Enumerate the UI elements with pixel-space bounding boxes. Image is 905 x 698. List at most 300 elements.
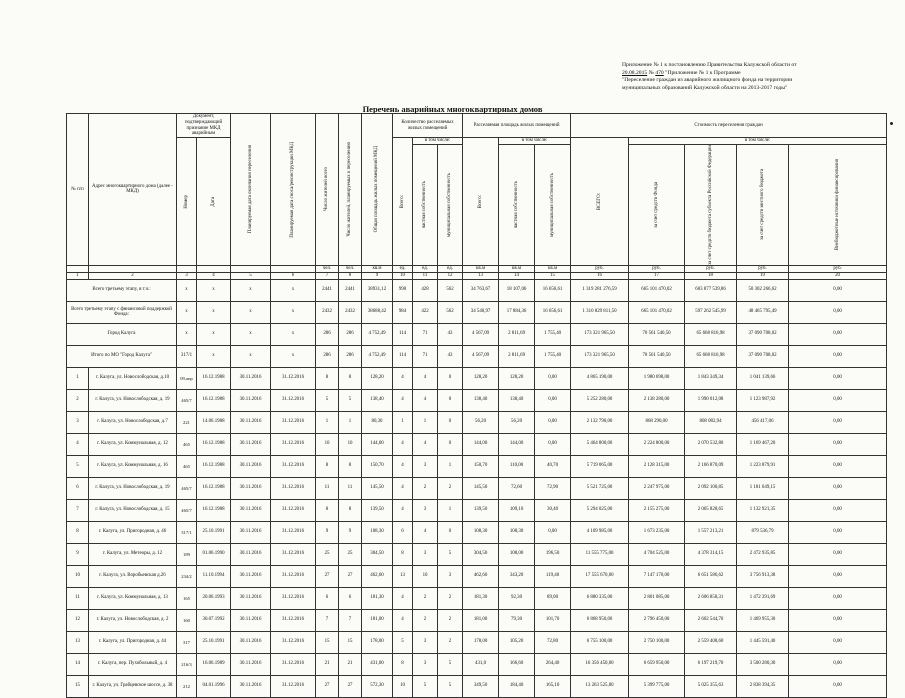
row-cell: 30.11.2016 bbox=[231, 565, 271, 587]
table-row bbox=[67, 455, 887, 477]
row-cell: 343,20 bbox=[499, 565, 535, 587]
row-cell: 11 555 775,00 bbox=[571, 543, 629, 565]
row-cell: 189 bbox=[177, 543, 197, 565]
row-address: г. Калуга, ул. Новослободская, д. 19 bbox=[89, 477, 177, 499]
row-address: г. Калуга, ул. Метеоры, д. 12 bbox=[89, 543, 177, 565]
row-cell: 264,40 bbox=[535, 653, 571, 675]
row-cell: 40,70 bbox=[535, 455, 571, 477]
row-cell: 10 bbox=[339, 433, 362, 455]
total-cell: 37 090 708,02 bbox=[737, 323, 789, 345]
row-cell: 5 bbox=[438, 675, 463, 697]
row-cell: 4 bbox=[393, 455, 413, 477]
row-cell: 8 bbox=[393, 653, 413, 675]
total-cell: 603 877 539,86 bbox=[685, 279, 737, 301]
table-row bbox=[67, 653, 887, 675]
total-cell: 665 101 470,02 bbox=[629, 279, 685, 301]
row-number: 10 bbox=[67, 565, 89, 587]
row-cell: 0 bbox=[438, 389, 463, 411]
row-cell: 31.12.2016 bbox=[271, 367, 316, 389]
row-cell: 16.12.1988 bbox=[197, 455, 231, 477]
unit-cell: кв.м bbox=[362, 265, 393, 272]
row-cell: 1 980 698,00 bbox=[629, 367, 685, 389]
row-cell: 6 880 335,00 bbox=[571, 587, 629, 609]
row-cell: 6 755 100,00 bbox=[571, 631, 629, 653]
table-row bbox=[67, 521, 887, 543]
row-cell: 6 659 950,00 bbox=[629, 653, 685, 675]
total-cell: 17 884,36 bbox=[499, 301, 535, 323]
total-cell: 48 465 795,49 bbox=[737, 301, 789, 323]
total-cell: 422 bbox=[413, 301, 438, 323]
total-cell: 18 107,06 bbox=[499, 279, 535, 301]
total-cell: 984 bbox=[393, 301, 413, 323]
total-cell: 4 567,09 bbox=[463, 345, 499, 367]
unit-cell: руб. bbox=[629, 265, 685, 272]
row-cell: 7 bbox=[339, 609, 362, 631]
row-cell: 165,10 bbox=[535, 675, 571, 697]
row-address: г. Калуга, ул. Коммунальная, д. 12 bbox=[89, 433, 177, 455]
total-cell: х bbox=[231, 279, 271, 301]
row-cell: 3 bbox=[413, 543, 438, 565]
row-cell: 178,00 bbox=[362, 631, 393, 653]
row-cell: 7 bbox=[316, 609, 339, 631]
row-cell: 5 252 280,00 bbox=[571, 389, 629, 411]
table-row bbox=[67, 389, 887, 411]
row-cell: 1 bbox=[438, 499, 463, 521]
row-cell: 31.12.2016 bbox=[271, 631, 316, 653]
row-cell: 6 bbox=[393, 521, 413, 543]
total-cell: 665 101 470,02 bbox=[629, 301, 685, 323]
row-cell: 30.11.2016 bbox=[231, 455, 271, 477]
total-cell: 34 540,97 bbox=[463, 301, 499, 323]
unit-cell: руб. bbox=[571, 265, 629, 272]
row-cell: 144,00 bbox=[463, 433, 499, 455]
row-cell: 31.12.2016 bbox=[271, 389, 316, 411]
row-cell: 0,00 bbox=[789, 455, 887, 477]
table-row bbox=[67, 631, 887, 653]
row-cell: 72,60 bbox=[499, 477, 535, 499]
row-cell: 31.12.2016 bbox=[271, 565, 316, 587]
row-address: г. Калуга, ул. Новослободская, д.7 bbox=[89, 411, 177, 433]
row-cell: 165 bbox=[177, 587, 197, 609]
row-cell: 4 109 985,00 bbox=[571, 521, 629, 543]
row-cell: 465/7 bbox=[177, 499, 197, 521]
row-cell: 216/3 bbox=[177, 653, 197, 675]
row-cell: 139,50 bbox=[362, 499, 393, 521]
row-cell: 72,80 bbox=[535, 631, 571, 653]
total-cell: 1 755,40 bbox=[535, 345, 571, 367]
row-number: 3 bbox=[67, 411, 89, 433]
column-number: 12 bbox=[438, 272, 463, 279]
row-cell: 2 750 100,00 bbox=[629, 631, 685, 653]
row-cell: 2 224 800,00 bbox=[629, 433, 685, 455]
row-cell: 5 bbox=[393, 631, 413, 653]
header-cost-extra: Внебюджетные источники финансирования bbox=[789, 145, 887, 266]
total-cell: 4 567,09 bbox=[463, 323, 499, 345]
row-cell: 10 bbox=[413, 565, 438, 587]
header-cost-regional: за счет средств бюджета субъекта Российской Федерации bbox=[685, 145, 737, 266]
row-number: 1 bbox=[67, 367, 89, 389]
header-cost-local: за счет средств местного бюджета bbox=[737, 145, 789, 266]
row-cell: 4 bbox=[393, 389, 413, 411]
header-address: Адрес многоквартирного дома (далее - МКД) bbox=[89, 114, 177, 266]
row-cell: 108,30 bbox=[499, 521, 535, 543]
row-cell: 0,00 bbox=[535, 521, 571, 543]
row-cell: 30.11.2016 bbox=[231, 499, 271, 521]
row-cell: 2 070 532,80 bbox=[685, 433, 737, 455]
row-number: 2 bbox=[67, 389, 89, 411]
row-cell: 181,00 bbox=[362, 609, 393, 631]
column-number: 9 bbox=[362, 272, 393, 279]
row-cell: 178,00 bbox=[463, 631, 499, 653]
row-number: 12 bbox=[67, 609, 89, 631]
row-cell: 30.11.2016 bbox=[231, 631, 271, 653]
row-cell: 16.12.1988 bbox=[197, 499, 231, 521]
row-cell: 431,00 bbox=[362, 653, 393, 675]
total-cell: х bbox=[197, 323, 231, 345]
row-cell: 431,0 bbox=[463, 653, 499, 675]
header-planned-reloc: Планируемая дата окончания переселения bbox=[231, 114, 271, 266]
row-cell: 465 bbox=[177, 455, 197, 477]
annex-line-2 bbox=[622, 70, 892, 78]
annex-line-4: муниципальных образований Калужской области на 2013-2017 годы" bbox=[622, 84, 788, 91]
total-row bbox=[67, 323, 887, 345]
total-cell: 2432 bbox=[316, 301, 339, 323]
row-cell: 2 bbox=[438, 631, 463, 653]
total-cell: 317/1 bbox=[177, 345, 197, 367]
row-cell: 0,00 bbox=[789, 521, 887, 543]
row-cell: 8 bbox=[393, 543, 413, 565]
row-cell: 6 197 219,70 bbox=[685, 653, 737, 675]
row-cell: 31.12.2016 bbox=[271, 477, 316, 499]
total-cell: х bbox=[177, 323, 197, 345]
total-cell: 562 bbox=[438, 301, 463, 323]
row-number: 14 bbox=[67, 653, 89, 675]
margin-dot bbox=[890, 122, 893, 125]
row-cell: 138,40 bbox=[362, 389, 393, 411]
header-rooms-including: в том числе: bbox=[413, 138, 463, 145]
total-cell: 38931,12 bbox=[362, 279, 393, 301]
row-cell: 4 bbox=[413, 521, 438, 543]
row-cell: 2 128 315,00 bbox=[629, 455, 685, 477]
row-cell: 5 bbox=[413, 675, 438, 697]
header-planned-demo: Планируемая дата сноса/реконструкции МКД bbox=[271, 114, 316, 266]
total-cell: 1 755,40 bbox=[535, 323, 571, 345]
row-cell: 4 bbox=[393, 499, 413, 521]
row-cell: 5 bbox=[438, 543, 463, 565]
row-cell: 572,30 bbox=[362, 675, 393, 697]
column-number: 19 bbox=[737, 272, 789, 279]
row-cell: 5 bbox=[339, 389, 362, 411]
total-cell: 562 bbox=[438, 279, 463, 301]
column-number: 10 bbox=[393, 272, 413, 279]
row-cell: 1 673 235,00 bbox=[629, 521, 685, 543]
row-cell: 4 bbox=[393, 433, 413, 455]
row-address: г. Калуга, ул. Пригородная, д. 44 bbox=[89, 631, 177, 653]
row-cell: 16.06.1989 bbox=[197, 653, 231, 675]
total-cell: 4 752,49 bbox=[362, 345, 393, 367]
row-cell: 317 bbox=[177, 631, 197, 653]
row-cell: 13 bbox=[393, 565, 413, 587]
row-cell: 166,60 bbox=[499, 653, 535, 675]
row-cell: 56,20 bbox=[499, 411, 535, 433]
row-cell: 2 801 085,00 bbox=[629, 587, 685, 609]
row-cell: 1 557 213,21 bbox=[685, 521, 737, 543]
row-cell: 8 bbox=[339, 367, 362, 389]
row-cell: 2 138 280,00 bbox=[629, 389, 685, 411]
total-cell: 4 752,49 bbox=[362, 323, 393, 345]
row-cell: 9 bbox=[316, 521, 339, 543]
row-cell: 4 704 525,00 bbox=[629, 543, 685, 565]
row-cell: 462,60 bbox=[463, 565, 499, 587]
row-cell: 30,40 bbox=[535, 499, 571, 521]
row-cell: 56,20 bbox=[463, 411, 499, 433]
header-cost-total: ВСЕГО: bbox=[571, 138, 629, 266]
row-cell: 1 bbox=[316, 411, 339, 433]
row-cell: 304,50 bbox=[463, 543, 499, 565]
row-cell: 1 041 139,66 bbox=[737, 367, 789, 389]
row-cell: 4 bbox=[393, 477, 413, 499]
total-cell: х bbox=[177, 279, 197, 301]
row-cell: 6 651 586,62 bbox=[685, 565, 737, 587]
row-cell: 30.11.2016 bbox=[231, 521, 271, 543]
row-cell: 3 bbox=[413, 455, 438, 477]
row-cell: 139,50 bbox=[463, 499, 499, 521]
row-cell: 16.12.1988 bbox=[197, 367, 231, 389]
row-cell: 25.10.1991 bbox=[197, 631, 231, 653]
unit-cell: ед. bbox=[438, 265, 463, 272]
header-rooms-group: Количество расселяемых жилых помещений bbox=[393, 114, 463, 138]
row-address: г. Калуга, ул. Коммунальная, д. 13 bbox=[89, 587, 177, 609]
row-cell: 1 990 012,08 bbox=[685, 389, 737, 411]
row-cell: 25.10.1991 bbox=[197, 521, 231, 543]
row-cell: 101,70 bbox=[535, 609, 571, 631]
unit-cell: кв.м bbox=[535, 265, 571, 272]
row-cell: 2 005 828,65 bbox=[685, 499, 737, 521]
row-number: 7 bbox=[67, 499, 89, 521]
row-cell: 0,00 bbox=[789, 587, 887, 609]
unit-cell: ед. bbox=[393, 265, 413, 272]
row-cell: 1 123 987,92 bbox=[737, 389, 789, 411]
row-cell: 0,00 bbox=[789, 565, 887, 587]
total-cell: 286 bbox=[316, 323, 339, 345]
row-cell: 2 155 275,00 bbox=[629, 499, 685, 521]
table-row bbox=[67, 411, 887, 433]
row-cell: 1 843 349,34 bbox=[685, 367, 737, 389]
row-cell: 2 bbox=[438, 609, 463, 631]
row-cell: 221 bbox=[177, 411, 197, 433]
column-number: 7 bbox=[316, 272, 339, 279]
row-cell: 27 bbox=[316, 675, 339, 697]
row-cell: 128,20 bbox=[362, 367, 393, 389]
row-cell: 31.12.2016 bbox=[271, 499, 316, 521]
table-row bbox=[67, 433, 887, 455]
row-address: г. Калуга, ул. Новослободская, д. 15 bbox=[89, 499, 177, 521]
column-number: 11 bbox=[413, 272, 438, 279]
row-cell: 4 bbox=[393, 367, 413, 389]
unit-cell: кв.м bbox=[499, 265, 535, 272]
annex-date: 20.08.2015 bbox=[622, 69, 648, 76]
row-cell: 144,00 bbox=[362, 433, 393, 455]
row-cell: 16.12.1988 bbox=[197, 477, 231, 499]
row-cell: 2 838 394,35 bbox=[737, 675, 789, 697]
row-cell: 150,70 bbox=[463, 455, 499, 477]
total-cell: х bbox=[271, 323, 316, 345]
row-cell: 138,40 bbox=[463, 389, 499, 411]
total-cell: 16 656,61 bbox=[535, 279, 571, 301]
total-cell: 16 656,61 bbox=[535, 301, 571, 323]
row-cell: 0,00 bbox=[789, 499, 887, 521]
row-cell: 160 bbox=[177, 609, 197, 631]
row-cell: 0,00 bbox=[789, 675, 887, 697]
header-doc-number: Номер bbox=[177, 138, 197, 266]
row-cell: 234/2 bbox=[177, 565, 197, 587]
row-cell: 17 555 670,00 bbox=[571, 565, 629, 587]
row-cell: 1 132 921,35 bbox=[737, 499, 789, 521]
row-cell: 0,00 bbox=[789, 609, 887, 631]
table-row bbox=[67, 609, 887, 631]
row-number: 6 bbox=[67, 477, 89, 499]
row-cell: 3 bbox=[413, 653, 438, 675]
row-cell: 0,00 bbox=[789, 367, 887, 389]
column-number: 4 bbox=[197, 272, 231, 279]
row-cell: 8 bbox=[316, 367, 339, 389]
row-cell: 1 472 391,69 bbox=[737, 587, 789, 609]
header-area-including: в том числе: bbox=[499, 138, 571, 145]
row-cell: 31.12.2016 bbox=[271, 609, 316, 631]
row-cell: 4 bbox=[393, 587, 413, 609]
row-cell: 2 796 450,00 bbox=[629, 609, 685, 631]
row-cell: 3 bbox=[413, 631, 438, 653]
row-cell: 2 132 790,00 bbox=[571, 411, 629, 433]
row-cell: 2 bbox=[438, 477, 463, 499]
row-cell: 119,40 bbox=[535, 565, 571, 587]
row-address: г. Калуга, пер. Пухобольный, д. 4 bbox=[89, 653, 177, 675]
row-cell: 0,00 bbox=[535, 389, 571, 411]
total-cell: 286 bbox=[316, 345, 339, 367]
total-label: Город Калуга bbox=[67, 323, 177, 345]
header-rooms-total: Всего: bbox=[393, 138, 413, 266]
header-cost-including: в том числе: bbox=[629, 138, 887, 145]
row-cell: 2 606 858,31 bbox=[685, 587, 737, 609]
row-cell: 21 bbox=[316, 653, 339, 675]
row-cell: 108,30 bbox=[463, 521, 499, 543]
row-cell: 138,40 bbox=[499, 389, 535, 411]
header-area-private: частная собственность bbox=[499, 145, 535, 266]
row-cell: 465 bbox=[177, 433, 197, 455]
column-number: 15 bbox=[535, 272, 571, 279]
row-cell: 14.06.1988 bbox=[197, 411, 231, 433]
row-cell: 1 bbox=[438, 455, 463, 477]
row-cell: 4 bbox=[393, 609, 413, 631]
row-cell: 2 bbox=[413, 609, 438, 631]
row-cell: 30.11.2016 bbox=[231, 609, 271, 631]
row-cell: 31.12.2016 bbox=[271, 411, 316, 433]
row-cell: 465/7 bbox=[177, 389, 197, 411]
row-cell: 27 bbox=[339, 675, 362, 697]
row-cell: 144,00 bbox=[499, 433, 535, 455]
row-cell: 317/1 bbox=[177, 521, 197, 543]
total-label: Всего третьему этапу, в т.ч.: bbox=[67, 279, 177, 301]
total-cell: 597 262 545,99 bbox=[685, 301, 737, 323]
row-cell: 8 bbox=[316, 499, 339, 521]
row-cell: 868 290,00 bbox=[629, 411, 685, 433]
row-cell: 181,00 bbox=[463, 609, 499, 631]
column-number-row bbox=[67, 272, 887, 279]
total-cell: х bbox=[271, 279, 316, 301]
total-cell: 65 668 816,98 bbox=[685, 323, 737, 345]
total-cell: 65 668 816,98 bbox=[685, 345, 737, 367]
row-cell: 145,50 bbox=[362, 477, 393, 499]
row-cell: 5 719 065,00 bbox=[571, 455, 629, 477]
total-cell: 286 bbox=[339, 323, 362, 345]
header-num: № п/п bbox=[67, 114, 89, 266]
header-area-municipal: муниципальная собственность bbox=[535, 145, 571, 266]
row-cell: 109,10 bbox=[499, 499, 535, 521]
total-cell: 70 561 540,50 bbox=[629, 323, 685, 345]
header-rooms-municipal: муниципальная собственность bbox=[438, 145, 463, 266]
row-cell: 09,апр bbox=[177, 367, 197, 389]
row-cell: 0,00 bbox=[789, 411, 887, 433]
row-cell: 181,30 bbox=[362, 587, 393, 609]
row-cell: 79,30 bbox=[499, 609, 535, 631]
row-cell: 31.12.2016 bbox=[271, 455, 316, 477]
annex-line-1: Приложение № 1 к постановлению Правительства Калужской области от bbox=[622, 62, 797, 68]
unit-cell: кв.м bbox=[463, 265, 499, 272]
row-cell: 30.11.2016 bbox=[231, 433, 271, 455]
row-number: 15 bbox=[67, 675, 89, 697]
column-number: 17 bbox=[629, 272, 685, 279]
total-cell: 50 302 266,62 bbox=[737, 279, 789, 301]
total-cell: х bbox=[231, 323, 271, 345]
column-number: 5 bbox=[231, 272, 271, 279]
row-cell: 13 263 525,00 bbox=[571, 675, 629, 697]
row-cell: 196,50 bbox=[535, 543, 571, 565]
table-row bbox=[67, 587, 887, 609]
total-cell: 1 319 281 276,59 bbox=[571, 279, 629, 301]
row-cell: 25 bbox=[339, 543, 362, 565]
row-cell: 2 bbox=[438, 587, 463, 609]
header-residents-planned: Число жителей, планируемых к переселению bbox=[339, 114, 362, 266]
total-cell: 114 bbox=[393, 323, 413, 345]
total-cell: 34 763,67 bbox=[463, 279, 499, 301]
row-cell: 2 602 544,70 bbox=[685, 609, 737, 631]
row-cell: 10 bbox=[393, 675, 413, 697]
row-cell: 0,00 bbox=[789, 653, 887, 675]
row-cell: 5 bbox=[316, 389, 339, 411]
column-number: 14 bbox=[499, 272, 535, 279]
row-address: г. Калуга, ул. Коммунальная, д. 16 bbox=[89, 455, 177, 477]
row-cell: 108,30 bbox=[362, 521, 393, 543]
row-cell: 3 500 280,30 bbox=[737, 653, 789, 675]
row-cell: 9 bbox=[339, 521, 362, 543]
row-cell: 128,20 bbox=[463, 367, 499, 389]
row-cell: 2 166 870,09 bbox=[685, 455, 737, 477]
total-cell: 37 090 708,02 bbox=[737, 345, 789, 367]
total-cell: 173 321 965,50 bbox=[571, 345, 629, 367]
row-cell: 0,00 bbox=[789, 389, 887, 411]
annex-header bbox=[622, 62, 892, 92]
annex-no-sign: № bbox=[648, 69, 654, 76]
row-cell: 80,30 bbox=[362, 411, 393, 433]
row-cell: 16.12.1988 bbox=[197, 389, 231, 411]
row-cell: 4 bbox=[413, 389, 438, 411]
total-row bbox=[67, 279, 887, 301]
row-cell: 2 092 100,85 bbox=[685, 477, 737, 499]
row-cell: 808 082,94 bbox=[685, 411, 737, 433]
row-number: 13 bbox=[67, 631, 89, 653]
row-cell: 27 bbox=[339, 565, 362, 587]
row-address: г. Калуга, ул. Грабцевское шоссе, д. 38 bbox=[89, 675, 177, 697]
